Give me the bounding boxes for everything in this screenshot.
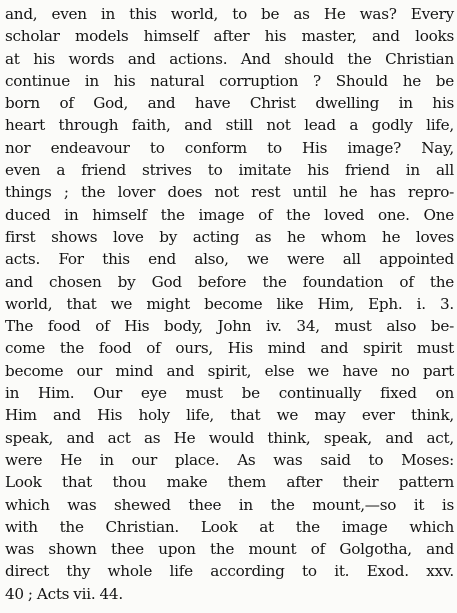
text-line: first shows love by acting as he whom he loves	[5, 227, 454, 246]
text-line: duced in himself the image of the loved one. One	[5, 205, 454, 224]
text-line: with the Christian. Look at the image which	[5, 517, 454, 536]
text-line: The food of His body, John iv. 34, must also be-	[5, 317, 454, 336]
text-line: even a friend strives to imitate his friend in all	[5, 161, 454, 180]
text-line: speak, and act as He would think, speak, and act,	[5, 428, 454, 447]
text-line: and, even in this world, to be as He was? Every	[5, 5, 454, 23]
text-line: born of God, and have Christ dwelling in his	[5, 94, 454, 113]
text-line: in Him. Our eye must be continually fixed on	[5, 384, 454, 403]
text-line: direct thy whole life according to it. Exod. xxv.	[5, 562, 454, 581]
text-line: continue in his natural corruption ? Should he be	[5, 71, 454, 90]
body-text	[5, 3, 454, 605]
text-line: at his words and actions. And should the Christian	[5, 49, 454, 68]
text-line: things ; the lover does not rest until he has repro-	[5, 183, 454, 202]
text-line: which was shewed thee in the mount,—so it is	[5, 495, 454, 514]
text-line: world, that we might become like Him, Eph. i. 3.	[5, 294, 454, 313]
text-line: become our mind and spirit, else we have no part	[5, 361, 454, 380]
text-line: were He in our place. As was said to Moses:	[5, 450, 454, 469]
text-line: was shown thee upon the mount of Golgotha, and	[5, 540, 454, 559]
text-line: come the food of ours, His mind and spirit must	[5, 339, 454, 358]
text-line: acts. For this end also, we were all appointed	[5, 250, 454, 269]
text-line: nor endeavour to conform to His image? Nay,	[5, 138, 454, 157]
text-line: and chosen by God before the foundation of the	[5, 272, 454, 291]
text-line: 40 ; Acts vii. 44.	[5, 584, 123, 603]
text-line: scholar models himself after his master, and looks	[5, 27, 454, 46]
text-line: heart through faith, and still not lead a godly life,	[5, 116, 454, 135]
text-line: Look that thou make them after their pattern	[5, 473, 454, 492]
text-line: Him and His holy life, that we may ever think,	[5, 406, 454, 425]
